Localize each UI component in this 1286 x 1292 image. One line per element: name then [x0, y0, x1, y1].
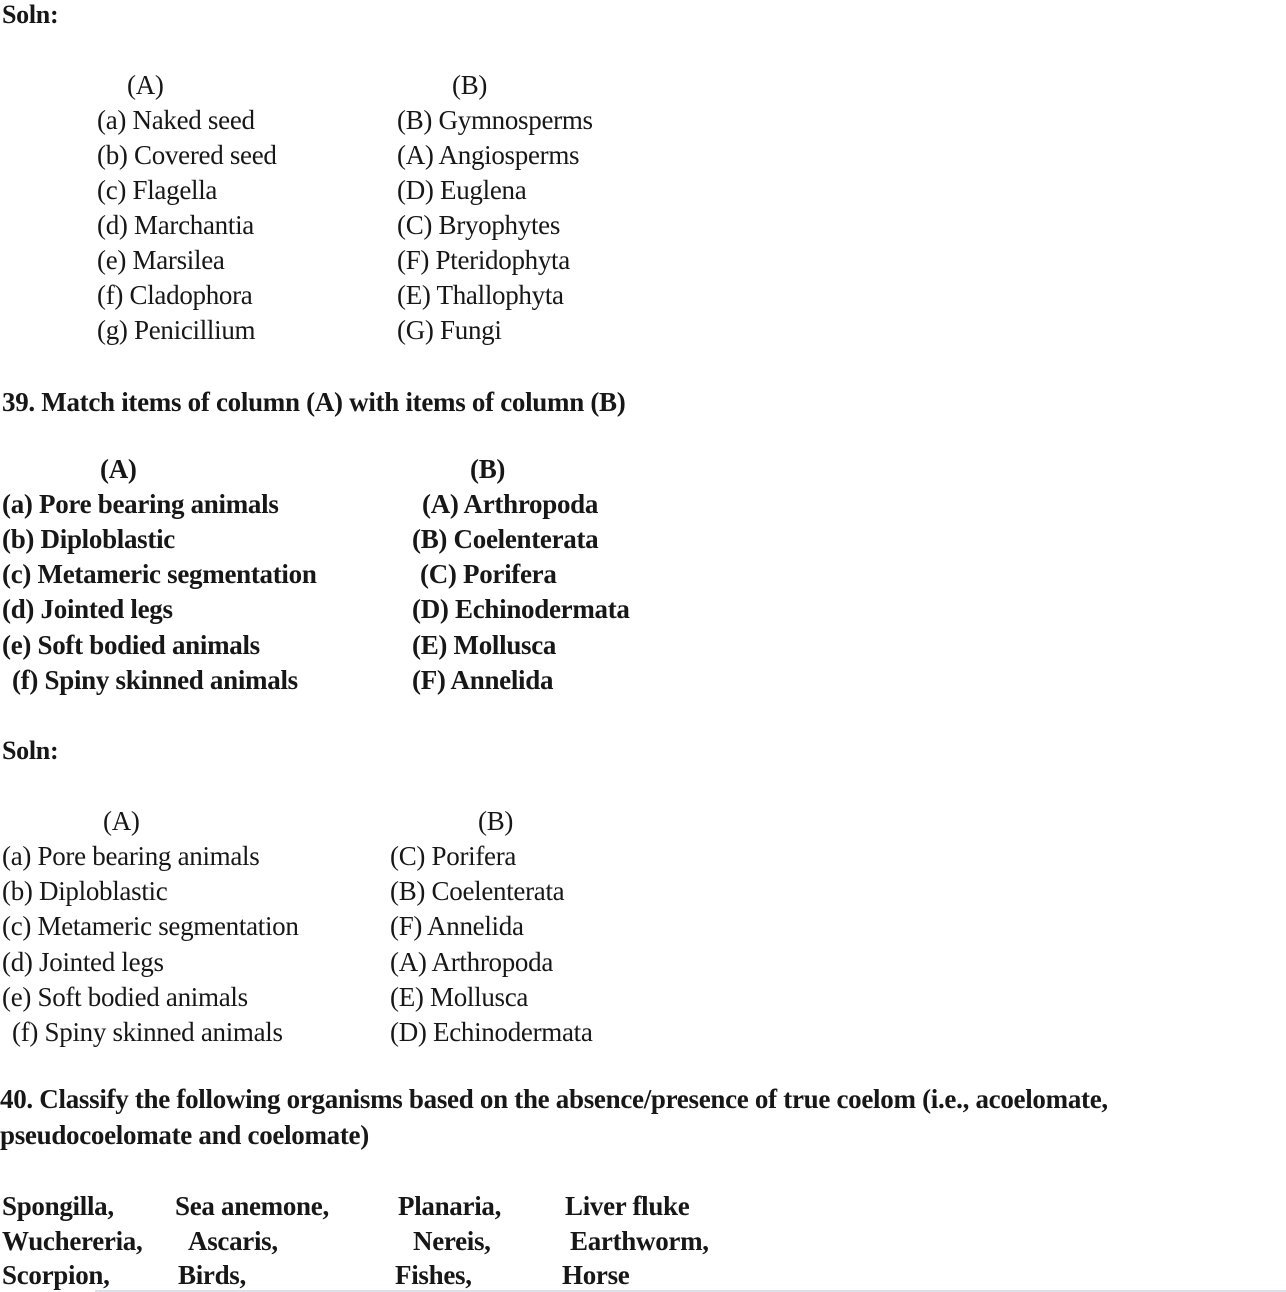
table-header-row	[0, 804, 1286, 839]
column-a-item: (a) Pore bearing animals	[2, 841, 260, 871]
organism-item: Planaria,	[398, 1191, 502, 1221]
column-a-item: (f) Spiny skinned animals	[12, 665, 298, 695]
table-row	[0, 945, 1286, 980]
column-b-header: (B)	[452, 70, 488, 100]
column-a-item: (a) Naked seed	[97, 105, 255, 135]
organism-item: Wuchereria,	[2, 1226, 143, 1256]
table-row	[0, 980, 1286, 1015]
organism-item: Fishes,	[395, 1260, 472, 1290]
column-a-item: (c) Flagella	[97, 175, 218, 205]
column-b-item: (F) Annelida	[412, 665, 554, 695]
table-row	[0, 243, 1286, 278]
table-row	[0, 874, 1286, 909]
column-a-item: (f) Spiny skinned animals	[12, 1017, 283, 1047]
column-a-item: (c) Metameric segmentation	[2, 911, 299, 941]
table-row	[0, 487, 1286, 522]
table-row	[0, 628, 1286, 663]
column-b-item: (E) Thallophyta	[397, 280, 564, 310]
table-row	[0, 909, 1286, 944]
question-39-title: 39. Match items of column (A) with items of column (B)	[2, 387, 626, 417]
column-b-item: (E) Mollusca	[390, 982, 529, 1012]
table-row	[0, 208, 1286, 243]
column-b-item: (C) Porifera	[390, 841, 517, 871]
organism-row	[0, 1189, 1286, 1224]
table-row	[0, 839, 1286, 874]
column-a-item: (g) Penicillium	[97, 315, 256, 345]
column-b-item: (C) Porifera	[420, 559, 557, 589]
organism-item: Spongilla,	[2, 1191, 114, 1221]
organism-item: Earthworm,	[570, 1226, 709, 1256]
column-a-item: (e) Soft bodied animals	[2, 630, 260, 660]
column-a-item: (b) Covered seed	[97, 140, 277, 170]
solution-label-39: Soln:	[2, 736, 59, 765]
solution-label-38: Soln:	[2, 0, 59, 29]
column-b-item: (D) Echinodermata	[390, 1017, 593, 1047]
column-b-header: (B)	[470, 454, 506, 484]
column-b-header: (B)	[478, 806, 514, 836]
table-row	[0, 557, 1286, 592]
table-row	[0, 173, 1286, 208]
column-b-item: (A) Angiosperms	[397, 140, 580, 170]
organism-row	[0, 1258, 1286, 1292]
column-a-item: (b) Diploblastic	[2, 524, 175, 554]
table-row	[0, 522, 1286, 557]
organism-item: Liver fluke	[565, 1191, 690, 1221]
column-b-item: (B) Coelenterata	[412, 524, 599, 554]
organism-item: Horse	[562, 1260, 630, 1290]
column-a-item: (a) Pore bearing animals	[2, 489, 279, 519]
organism-item: Nereis,	[413, 1226, 491, 1256]
column-a-item: (b) Diploblastic	[2, 876, 168, 906]
column-a-item: (c) Metameric segmentation	[2, 559, 317, 589]
table-row	[0, 103, 1286, 138]
table-header-row	[0, 452, 1286, 487]
question-40-title	[0, 1081, 1286, 1153]
column-a-item: (f) Cladophora	[97, 280, 253, 310]
column-b-item: (C) Bryophytes	[397, 210, 561, 240]
organism-item: Sea anemone,	[175, 1191, 329, 1221]
table-row	[0, 138, 1286, 173]
table-header-row	[0, 68, 1286, 103]
organism-item: Scorpion,	[2, 1260, 110, 1290]
column-b-item: (D) Euglena	[397, 175, 527, 205]
column-b-item: (D) Echinodermata	[412, 594, 630, 624]
column-b-item: (B) Coelenterata	[390, 876, 565, 906]
organism-item: Birds,	[178, 1260, 246, 1290]
column-a-item: (d) Jointed legs	[2, 594, 173, 624]
column-b-item: (A) Arthropoda	[390, 947, 554, 977]
question-40-title-line2: pseudocoelomate and coelomate)	[0, 1120, 369, 1150]
table-row	[0, 1015, 1286, 1050]
column-a-header: (A)	[127, 70, 164, 100]
table-row	[0, 278, 1286, 313]
column-b-item: (E) Mollusca	[412, 630, 557, 660]
table-row	[0, 663, 1286, 698]
table-row	[0, 313, 1286, 348]
column-b-item: (F) Annelida	[390, 911, 524, 941]
column-b-item: (G) Fungi	[397, 315, 502, 345]
column-b-item: (A) Arthropoda	[422, 489, 599, 519]
organism-item: Ascaris,	[188, 1226, 278, 1256]
column-a-item: (d) Jointed legs	[2, 947, 164, 977]
column-b-item: (B) Gymnosperms	[397, 105, 593, 135]
table-row	[0, 592, 1286, 627]
column-a-item: (e) Soft bodied animals	[2, 982, 248, 1012]
column-a-item: (d) Marchantia	[97, 210, 254, 240]
column-a-item: (e) Marsilea	[97, 245, 225, 275]
column-b-item: (F) Pteridophyta	[397, 245, 570, 275]
column-a-header: (A)	[100, 454, 137, 484]
column-a-header: (A)	[103, 806, 140, 836]
organism-row	[0, 1224, 1286, 1259]
question-40-title-line1: 40. Classify the following organisms based on the absence/presence of true coelom (i.e., acoelomate,	[0, 1084, 1108, 1114]
